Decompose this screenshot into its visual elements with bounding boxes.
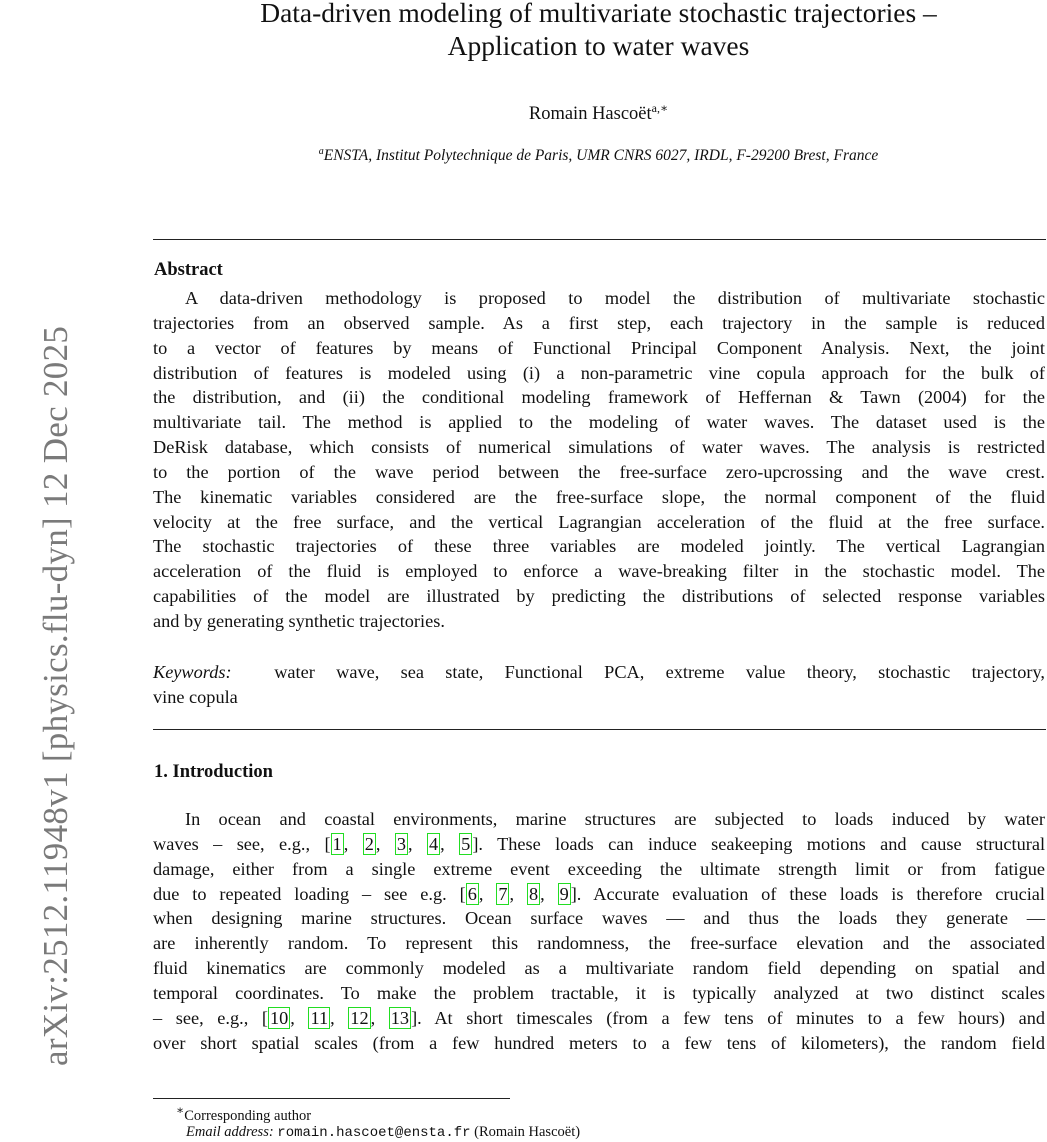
introduction-line [153,931,1045,956]
rule-bottom [153,729,1046,730]
title-line-1: Data-driven modeling of multivariate stochastic trajectories – [260,0,937,28]
introduction-text: fluid kinematics are commonly modeled as a multivariate random field depending on spatial and [153,958,1045,979]
footnote-corresponding [176,1103,311,1125]
introduction-text: are inherently random. To represent this randomness, the free-surface elevation and the associated [153,933,1045,954]
abstract-line: The stochastic trajectories of these three variables are modeled jointly. The vertical Lagrangian [153,536,1045,557]
email-label: Email address: [186,1124,274,1140]
abstract-line: the distribution, and (ii) the conditional modeling framework of Heffernan & Tawn (2004) for the [153,387,1045,408]
introduction-text: In ocean and coastal environments, marine structures are subjected to loads induced by water [185,809,1045,829]
abstract-line: A data-driven methodology is proposed to model the distribution of multivariate stochastic [185,288,1045,308]
introduction-text: , [540,883,558,904]
introduction-body [153,807,1045,1055]
introduction-text: temporal coordinates. To make the problem tractable, it is typically analyzed at two distinct scales [153,982,1045,1003]
title-line-2: Application to water waves [447,30,750,61]
keywords-line-1 [153,660,1045,685]
citation-link[interactable]: 8 [528,883,539,904]
rule-top [153,239,1046,240]
paper-title [150,0,1047,62]
introduction-text: , [375,833,395,854]
introduction-line [153,807,1045,832]
citation-link[interactable]: 6 [467,883,477,904]
citation-link[interactable]: 12 [350,1007,369,1028]
citation-link[interactable]: 3 [396,833,406,854]
introduction-text: due to repeated loading – see e.g. [ [153,883,466,904]
arxiv-stamp: arXiv:2512.11948v1 [physics.flu-dyn] 12 Dec 2025 [36,325,75,1066]
introduction-text: , [370,1007,389,1028]
introduction-line [153,1006,1045,1031]
abstract-line: to a vector of features by means of Functional Principal Component Analysis. Next, the joint [153,337,1045,358]
introduction-line [153,906,1045,931]
email-address[interactable]: romain.hascoet@ensta.fr [277,1125,471,1141]
affiliation-mark: a [318,146,324,157]
introduction-text: ]. These loads can induce seakeeping motions and cause structural [472,833,1046,854]
email-name: (Romain Hascoët) [474,1124,581,1140]
introduction-text: , [509,883,527,904]
citation-link[interactable]: 4 [429,833,439,854]
introduction-line [153,832,1045,857]
abstract-line: velocity at the free surface, and the vertical Lagrangian acceleration of the fluid at the free surface. [153,511,1045,532]
introduction-text: , [440,833,460,854]
footnote-mark: ∗ [176,1103,185,1117]
introduction-text: , [330,1007,349,1028]
footnote-rule [153,1098,510,1099]
introduction-text: – see, e.g., [ [153,1007,268,1028]
abstract-line: capabilities of the model are illustrated by predicting the distributions of selected response variables [153,586,1045,607]
keywords [153,660,1045,710]
abstract-heading: Abstract [154,260,223,280]
abstract-line: and by generating synthetic trajectories. [153,610,445,631]
introduction-heading: 1. Introduction [154,762,273,782]
keywords-text-1: water wave, sea state, Functional PCA, extreme value theory, stochastic trajectory, [274,662,1045,682]
footnote-email [186,1124,580,1141]
introduction-text: , [290,1007,309,1028]
keywords-line-2: vine copula [153,686,238,707]
citation-link[interactable]: 7 [498,883,508,904]
author-name: Romain Hascoët [528,104,652,125]
introduction-text: ]. At short timescales (from a few tens of minutes to a few hours) and [411,1007,1046,1028]
abstract-line: multivariate tail. The method is applied to the modeling of water waves. The dataset used is the [153,412,1045,433]
introduction-text: , [408,833,428,854]
introduction-line [153,1031,1045,1056]
citation-link[interactable]: 10 [270,1007,289,1028]
abstract-line: distribution of features is modeled using (i) a non-parametric vine copula approach for the bulk of [153,362,1045,383]
introduction-line [153,956,1045,981]
citation-link[interactable]: 2 [364,833,374,854]
citation-link[interactable]: 1 [332,833,342,854]
abstract-line: DeRisk database, which consists of numerical simulations of water waves. The analysis is restricted [153,437,1045,458]
introduction-text: damage, either from a single extreme event exceeding the ultimate strength limit or from fatigue [153,858,1045,879]
abstract-body [153,286,1045,634]
affiliation-text: ENSTA, Institut Polytechnique de Paris, UMR CNRS 6027, IRDL, F-29200 Brest, France [323,147,879,165]
introduction-text: , [478,883,497,904]
author [150,101,1047,125]
abstract-line: to the portion of the wave period between the free-surface zero-upcrossing and the wave crest. [153,461,1045,482]
affiliation [150,146,1047,165]
introduction-line [153,882,1045,907]
introduction-line [153,981,1045,1006]
abstract-line: The kinematic variables considered are the free-surface slope, the normal component of the fluid [153,486,1045,507]
introduction-line [153,857,1045,882]
footnote-corresponding-text: Corresponding author [184,1107,312,1124]
abstract-line: trajectories from an observed sample. As a first step, each trajectory in the sample is reduced [153,312,1045,333]
author-marks: a,∗ [651,101,669,115]
introduction-text: when designing marine structures. Ocean surface waves — and thus the loads they generate — [153,908,1045,929]
keywords-label: Keywords: [153,662,232,682]
introduction-text: waves – see, e.g., [ [153,833,331,854]
citation-link[interactable]: 13 [390,1007,410,1028]
citation-link[interactable]: 5 [461,833,471,854]
citation-link[interactable]: 11 [310,1007,329,1028]
abstract-line: acceleration of the fluid is employed to enforce a wave-breaking filter in the stochastic model. The [153,561,1045,582]
citation-link[interactable]: 9 [559,883,569,904]
introduction-text: over short spatial scales (from a few hundred meters to a few tens of kilometers), the random field [153,1032,1045,1053]
introduction-text: ]. Accurate evaluation of these loads is therefore crucial [570,883,1045,904]
introduction-text: , [343,833,363,854]
